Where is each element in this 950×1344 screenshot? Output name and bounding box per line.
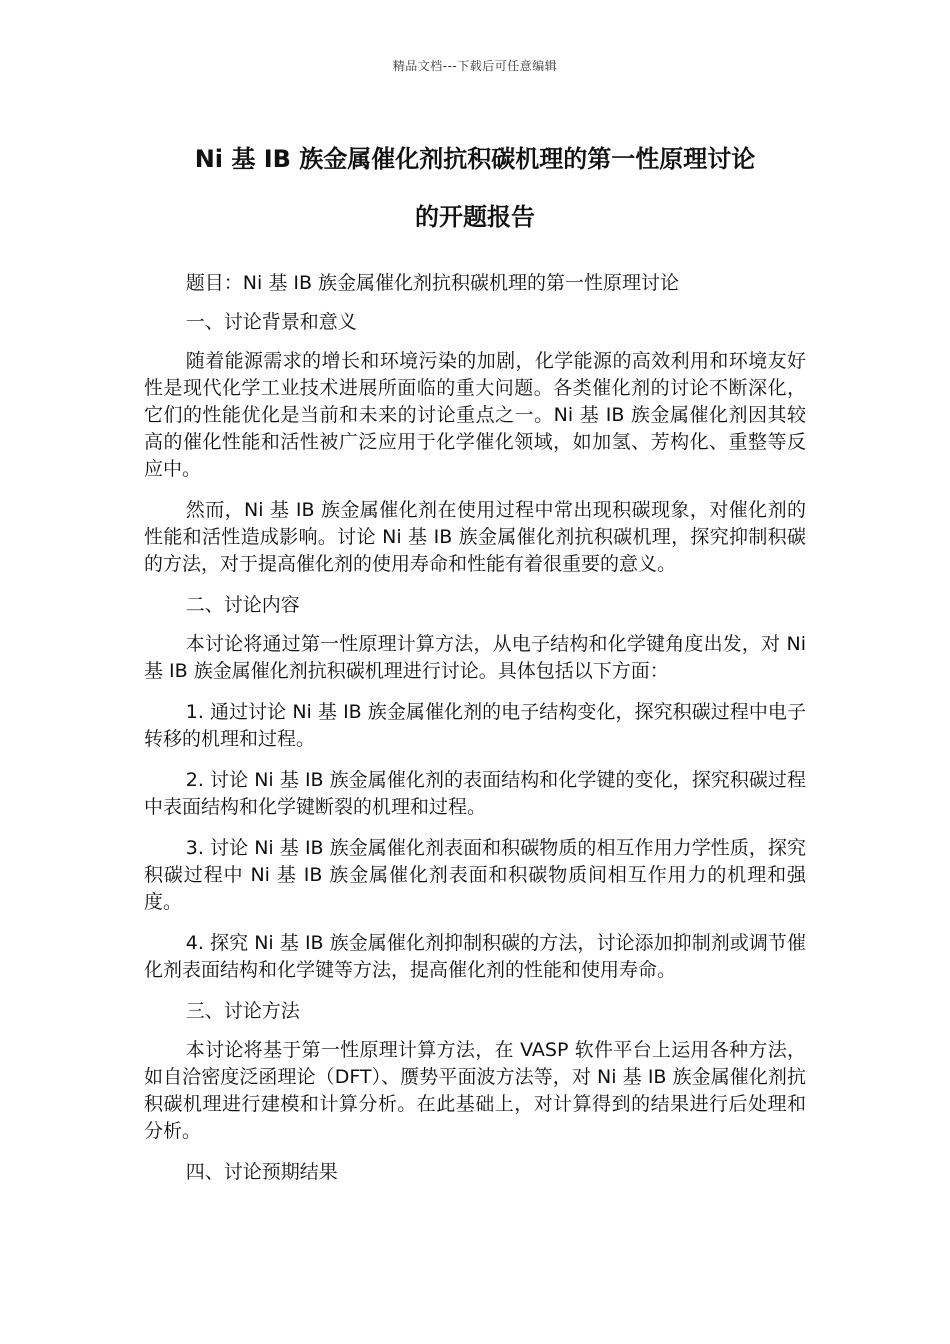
document-body [144, 270, 806, 1198]
document-title [142, 130, 808, 246]
title-line-1: Ni 基 IB 族金属催化剂抗积碳机理的第一性原理讨论 [194, 145, 756, 173]
section-heading: 二、讨论内容 [185, 594, 300, 616]
page-header-watermark: 精品文档---下载后可任意编辑 [392, 59, 558, 73]
section-heading: 三、讨论方法 [185, 1000, 300, 1022]
list-item: 1. 通过讨论 Ni 基 IB 族金属催化剂的电子结构变化，探究积碳过程中电子转移的机理和过程。 [144, 701, 806, 750]
list-item: 4. 探究 Ni 基 IB 族金属催化剂抑制积碳的方法，讨论添加抑制剂或调节催化剂表面结构和化学键等方法，提高催化剂的性能和使用寿命。 [144, 932, 806, 981]
paragraph: 本讨论将基于第一性原理计算方法，在 VASP 软件平台上运用各种方法，如自洽密度泛函理论（DFT）、赝势平面波方法等，对 Ni 基 IB 族金属催化剂抗积碳机理进行建模和计算分析。在此基础上，对计算得到的结果进行后处理和分析。 [144, 1039, 806, 1142]
paragraph: 然而，Ni 基 IB 族金属催化剂在使用过程中常出现积碳现象，对催化剂的性能和活性造成影响。讨论 Ni 基 IB 族金属催化剂抗积碳机理，探究抑制积碳的方法，对于提高催化剂的使用寿命和性能有着很重要的意义。 [144, 499, 806, 575]
subject-line: 题目：Ni 基 IB 族金属催化剂抗积碳机理的第一性原理讨论 [185, 272, 680, 294]
title-line-2: 的开题报告 [415, 203, 535, 231]
section-heading: 一、讨论背景和意义 [185, 311, 357, 333]
list-item: 2. 讨论 Ni 基 IB 族金属催化剂的表面结构和化学键的变化，探究积碳过程中表面结构和化学键断裂的机理和过程。 [144, 769, 806, 818]
list-item: 3. 讨论 Ni 基 IB 族金属催化剂表面和积碳物质的相互作用力学性质，探究积碳过程中 Ni 基 IB 族金属催化剂表面和积碳物质间相互作用力的机理和强度。 [144, 837, 806, 913]
paragraph: 随着能源需求的增长和环境污染的加剧，化学能源的高效利用和环境友好性是现代化学工业技术进展所面临的重大问题。各类催化剂的讨论不断深化，它们的性能优化是当前和未来的讨论重点之一。Ni 基 IB 族金属催化剂因其较高的催化性能和活性被广泛应用于化学催化领域，如加氢、芳构化、重整等反应中。 [144, 350, 806, 480]
section-heading: 四、讨论预期结果 [185, 1161, 338, 1183]
paragraph: 本讨论将通过第一性原理计算方法，从电子结构和化学键角度出发，对 Ni 基 IB 族金属催化剂抗积碳机理进行讨论。具体包括以下方面： [144, 633, 806, 682]
